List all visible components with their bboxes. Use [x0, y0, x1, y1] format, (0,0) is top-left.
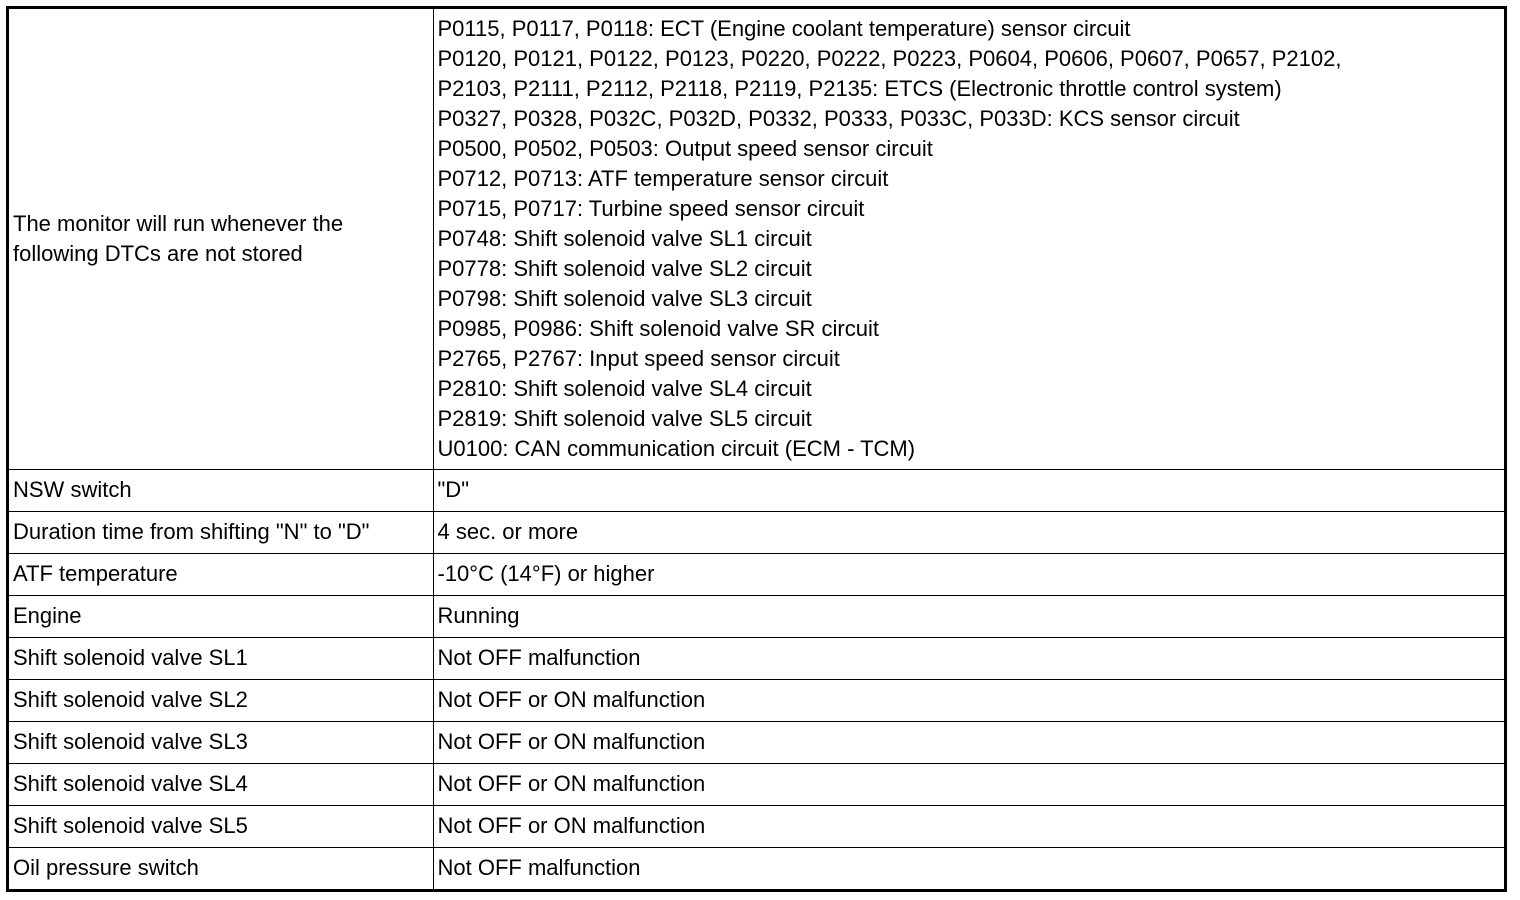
condition-value: Not OFF malfunction: [433, 637, 1504, 679]
condition-value: Not OFF or ON malfunction: [433, 679, 1504, 721]
dtc-list-item: P2103, P2111, P2112, P2118, P2119, P2135: ETCS (Electronic throttle control system): [437, 75, 1282, 101]
condition-value: 4 sec. or more: [433, 511, 1504, 553]
table-row: [9, 805, 1504, 847]
table-row: [9, 763, 1504, 805]
table-row: [9, 553, 1504, 595]
table-row: [9, 595, 1504, 637]
table-row-dtc-conditions: [9, 9, 1504, 469]
dtc-condition-label-line: following DTCs are not stored: [13, 240, 303, 266]
dtc-list-item: P0778: Shift solenoid valve SL2 circuit: [437, 255, 812, 281]
condition-value: Not OFF or ON malfunction: [433, 763, 1504, 805]
dtc-list-item: P0712, P0713: ATF temperature sensor circuit: [437, 165, 889, 191]
condition-label: Shift solenoid valve SL1: [9, 637, 433, 679]
condition-value: Not OFF or ON malfunction: [433, 721, 1504, 763]
condition-label: NSW switch: [9, 469, 433, 511]
condition-label: Shift solenoid valve SL2: [9, 679, 433, 721]
condition-label: Shift solenoid valve SL3: [9, 721, 433, 763]
conditions-table-frame: [6, 6, 1507, 892]
table-row: [9, 469, 1504, 511]
dtc-list-item: P0748: Shift solenoid valve SL1 circuit: [437, 225, 812, 251]
condition-label: Engine: [9, 595, 433, 637]
dtc-list-item: P0985, P0986: Shift solenoid valve SR circuit: [437, 315, 879, 341]
dtc-list-item: P2765, P2767: Input speed sensor circuit: [437, 345, 840, 371]
condition-value: Not OFF or ON malfunction: [433, 805, 1504, 847]
condition-label: ATF temperature: [9, 553, 433, 595]
table-row: [9, 721, 1504, 763]
dtc-condition-label: [9, 9, 433, 469]
condition-value: Not OFF malfunction: [433, 847, 1504, 889]
dtc-list-item: P2819: Shift solenoid valve SL5 circuit: [437, 405, 812, 431]
table-row: [9, 847, 1504, 889]
condition-label: Shift solenoid valve SL5: [9, 805, 433, 847]
condition-label: Duration time from shifting "N" to "D": [9, 511, 433, 553]
condition-label: Shift solenoid valve SL4: [9, 763, 433, 805]
dtc-list-item: P0327, P0328, P032C, P032D, P0332, P0333, P033C, P033D: KCS sensor circuit: [437, 105, 1240, 131]
dtc-list-item: U0100: CAN communication circuit (ECM - TCM): [437, 435, 916, 461]
condition-value: -10°C (14°F) or higher: [433, 553, 1504, 595]
dtc-list-item: P0115, P0117, P0118: ECT (Engine coolant temperature) sensor circuit: [437, 15, 1131, 41]
conditions-table: [9, 9, 1504, 889]
dtc-list-item: P0500, P0502, P0503: Output speed sensor circuit: [437, 135, 933, 161]
dtc-list-item: P0120, P0121, P0122, P0123, P0220, P0222, P0223, P0604, P0606, P0607, P0657, P2102,: [437, 45, 1342, 71]
dtc-list-item: P0798: Shift solenoid valve SL3 circuit: [437, 285, 812, 311]
table-row: [9, 637, 1504, 679]
dtc-list-item: P2810: Shift solenoid valve SL4 circuit: [437, 375, 812, 401]
condition-value: Running: [433, 595, 1504, 637]
dtc-list-cell: [433, 9, 1504, 469]
table-row: [9, 511, 1504, 553]
condition-label: Oil pressure switch: [9, 847, 433, 889]
table-row: [9, 679, 1504, 721]
dtc-list-item: P0715, P0717: Turbine speed sensor circuit: [437, 195, 865, 221]
condition-value: "D": [433, 469, 1504, 511]
dtc-condition-label-line: The monitor will run whenever the: [13, 210, 344, 236]
